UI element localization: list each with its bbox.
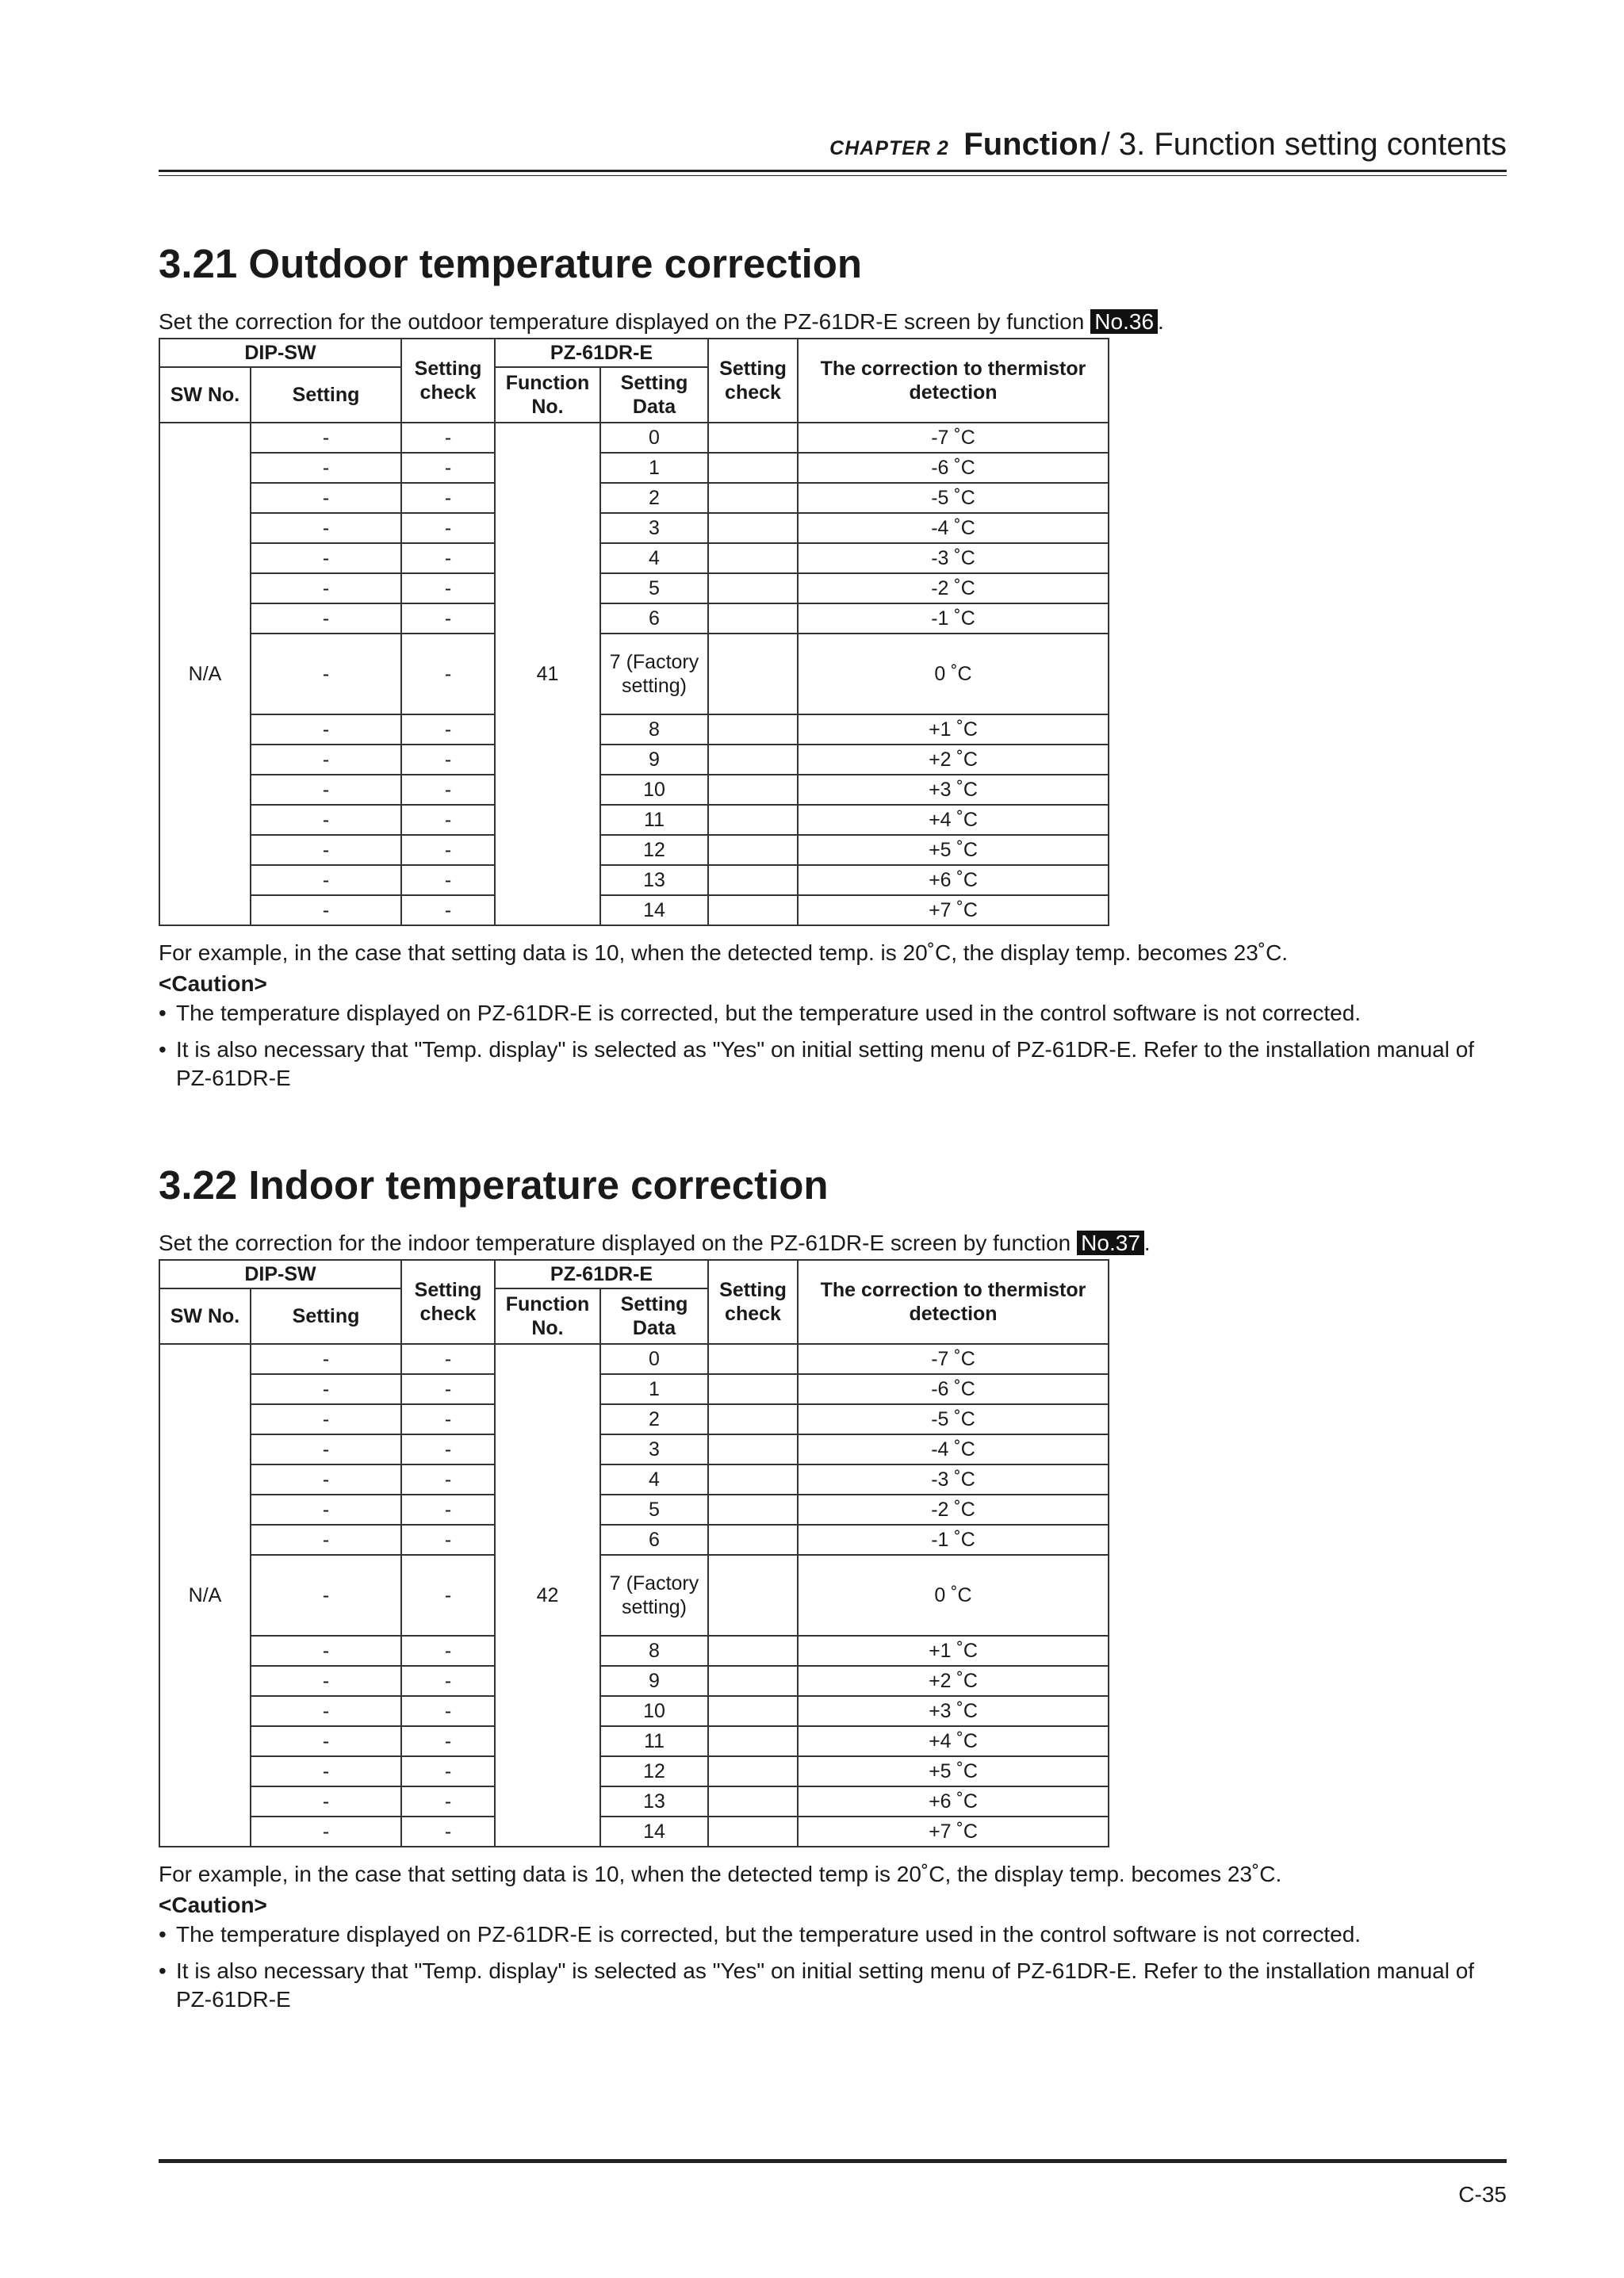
table-row	[159, 1555, 1109, 1636]
table-row	[159, 483, 1109, 513]
setting-check-cell: -	[401, 1786, 495, 1817]
setting-cell: -	[251, 1555, 401, 1636]
setting-check-2-cell	[708, 1495, 798, 1525]
function-number-badge: No.36	[1090, 309, 1158, 334]
setting-check-cell: -	[401, 1495, 495, 1525]
correction-cell: -2 ˚C	[798, 573, 1109, 603]
setting-check-cell: -	[401, 775, 495, 805]
setting-data-cell: 6	[600, 1525, 708, 1555]
table-row	[159, 1404, 1109, 1434]
header-sw-no: SW No.	[159, 1288, 251, 1344]
header-setting-check: Setting check	[401, 1260, 495, 1344]
setting-cell: -	[251, 1434, 401, 1464]
section-title: 3.21 Outdoor temperature correction	[159, 241, 863, 286]
header-function-no: Function No.	[495, 367, 600, 423]
table-row	[159, 1636, 1109, 1666]
header-dip-sw: DIP-SW	[159, 339, 401, 367]
example-text: For example, in the case that setting data is 10, when the detected temp. is 20˚C, the display temp. becomes 23˚C.	[159, 940, 1289, 965]
setting-check-2-cell	[708, 805, 798, 835]
function-setting-table	[159, 338, 1109, 926]
correction-cell: -7 ˚C	[798, 1344, 1109, 1374]
setting-check-2-cell	[708, 603, 798, 634]
setting-check-2-cell	[708, 1344, 798, 1374]
caution-note: • It is also necessary that "Temp. display" is selected as "Yes" on initial setting menu of PZ-61DR-E. Refer to the installation manual of PZ-61DR-E	[159, 1957, 1507, 2014]
table-row	[159, 895, 1109, 925]
setting-cell: -	[251, 1696, 401, 1726]
setting-check-cell: -	[401, 423, 495, 453]
table-row	[159, 513, 1109, 543]
setting-check-cell: -	[401, 1817, 495, 1847]
setting-data-cell: 11	[600, 1726, 708, 1756]
correction-cell: 0 ˚C	[798, 634, 1109, 714]
setting-check-2-cell	[708, 1786, 798, 1817]
setting-data-cell: 7 (Factory setting)	[600, 634, 708, 714]
setting-check-2-cell	[708, 1374, 798, 1404]
correction-cell: -1 ˚C	[798, 1525, 1109, 1555]
header-setting-data: Setting Data	[600, 1288, 708, 1344]
intro-text: Set the correction for the indoor temperature displayed on the PZ-61DR-E screen by function	[159, 1231, 1071, 1255]
table-row	[159, 1495, 1109, 1525]
setting-check-2-cell	[708, 634, 798, 714]
setting-cell: -	[251, 1525, 401, 1555]
setting-check-cell: -	[401, 1344, 495, 1374]
setting-check-cell: -	[401, 835, 495, 865]
section-intro	[159, 1227, 1507, 1259]
setting-check-cell: -	[401, 603, 495, 634]
setting-cell: -	[251, 483, 401, 513]
setting-data-cell: 14	[600, 895, 708, 925]
setting-check-cell: -	[401, 745, 495, 775]
setting-check-2-cell	[708, 423, 798, 453]
setting-check-2-cell	[708, 1525, 798, 1555]
table-row	[159, 714, 1109, 745]
setting-check-cell: -	[401, 513, 495, 543]
setting-data-cell: 2	[600, 483, 708, 513]
correction-cell: -3 ˚C	[798, 1464, 1109, 1495]
table-row	[159, 745, 1109, 775]
table-row	[159, 634, 1109, 714]
setting-cell: -	[251, 1786, 401, 1817]
correction-cell: -2 ˚C	[798, 1495, 1109, 1525]
header-setting: Setting	[251, 1288, 401, 1344]
setting-check-cell: -	[401, 543, 495, 573]
setting-check-2-cell	[708, 513, 798, 543]
setting-data-cell: 5	[600, 1495, 708, 1525]
setting-check-2-cell	[708, 1696, 798, 1726]
setting-data-cell: 10	[600, 775, 708, 805]
correction-cell: +3 ˚C	[798, 775, 1109, 805]
header-setting-check-2: Setting check	[708, 1260, 798, 1344]
chapter-label: CHAPTER 2	[829, 137, 949, 159]
table-row	[159, 1696, 1109, 1726]
table-row	[159, 1726, 1109, 1756]
setting-data-cell: 3	[600, 1434, 708, 1464]
setting-check-cell: -	[401, 1756, 495, 1786]
section-3-22	[159, 1159, 1507, 2022]
setting-cell: -	[251, 1374, 401, 1404]
setting-data-cell: 2	[600, 1404, 708, 1434]
setting-check-cell: -	[401, 895, 495, 925]
correction-cell: -4 ˚C	[798, 513, 1109, 543]
setting-check-cell: -	[401, 1555, 495, 1636]
header-setting-data: Setting Data	[600, 367, 708, 423]
setting-data-cell: 8	[600, 714, 708, 745]
setting-check-cell: -	[401, 1636, 495, 1666]
setting-check-cell: -	[401, 453, 495, 483]
header-setting-check: Setting check	[401, 339, 495, 423]
setting-data-cell: 9	[600, 1666, 708, 1696]
setting-check-2-cell	[708, 1817, 798, 1847]
setting-cell: -	[251, 1666, 401, 1696]
setting-cell: -	[251, 513, 401, 543]
setting-check-2-cell	[708, 453, 798, 483]
setting-data-cell: 13	[600, 865, 708, 895]
setting-check-2-cell	[708, 835, 798, 865]
section-intro	[159, 306, 1507, 338]
caution-notes	[159, 999, 1507, 1093]
setting-data-cell: 7 (Factory setting)	[600, 1555, 708, 1636]
setting-data-cell: 10	[600, 1696, 708, 1726]
table-row	[159, 1344, 1109, 1374]
setting-data-cell: 13	[600, 1786, 708, 1817]
setting-check-2-cell	[708, 895, 798, 925]
table-row	[159, 1817, 1109, 1847]
setting-data-cell: 3	[600, 513, 708, 543]
caution-label: <Caution>	[159, 1893, 267, 1917]
table-row	[159, 543, 1109, 573]
table-row	[159, 453, 1109, 483]
setting-check-2-cell	[708, 573, 798, 603]
table-row	[159, 835, 1109, 865]
footer-rule	[159, 2159, 1507, 2163]
setting-check-cell: -	[401, 1374, 495, 1404]
caution-notes	[159, 1920, 1507, 2014]
intro-end: .	[1158, 309, 1164, 334]
header-pz-61dr-e: PZ-61DR-E	[495, 1260, 708, 1288]
setting-cell: -	[251, 634, 401, 714]
header-dip-sw: DIP-SW	[159, 1260, 401, 1288]
setting-check-cell: -	[401, 1525, 495, 1555]
setting-cell: -	[251, 835, 401, 865]
correction-cell: +7 ˚C	[798, 1817, 1109, 1847]
sw-no-cell: N/A	[159, 423, 251, 925]
table-row	[159, 1374, 1109, 1404]
setting-cell: -	[251, 1756, 401, 1786]
table-row	[159, 1434, 1109, 1464]
table-row	[159, 423, 1109, 453]
setting-data-cell: 0	[600, 1344, 708, 1374]
setting-check-2-cell	[708, 714, 798, 745]
setting-check-2-cell	[708, 865, 798, 895]
function-setting-table	[159, 1259, 1109, 1847]
section-title: 3.22 Indoor temperature correction	[159, 1162, 829, 1208]
setting-check-cell: -	[401, 1464, 495, 1495]
setting-check-2-cell	[708, 1404, 798, 1434]
setting-check-cell: -	[401, 1696, 495, 1726]
table-row	[159, 1666, 1109, 1696]
setting-cell: -	[251, 1344, 401, 1374]
setting-cell: -	[251, 1636, 401, 1666]
function-no-cell: 41	[495, 423, 600, 925]
header-function-word: Function	[963, 127, 1098, 162]
setting-cell: -	[251, 714, 401, 745]
correction-cell: +4 ˚C	[798, 805, 1109, 835]
header-correction: The correction to thermistor detection	[798, 339, 1109, 423]
section-3-21	[159, 238, 1507, 1101]
header-rule	[159, 170, 1507, 172]
function-number-badge: No.37	[1077, 1231, 1144, 1255]
table-row	[159, 1464, 1109, 1495]
correction-cell: 0 ˚C	[798, 1555, 1109, 1636]
table-row	[159, 1756, 1109, 1786]
setting-check-cell: -	[401, 634, 495, 714]
table-row	[159, 865, 1109, 895]
table-row	[159, 573, 1109, 603]
correction-cell: -5 ˚C	[798, 1404, 1109, 1434]
setting-check-2-cell	[708, 483, 798, 513]
header-function-no: Function No.	[495, 1288, 600, 1344]
setting-check-cell: -	[401, 1666, 495, 1696]
setting-check-2-cell	[708, 1434, 798, 1464]
setting-check-cell: -	[401, 805, 495, 835]
correction-cell: -6 ˚C	[798, 1374, 1109, 1404]
setting-cell: -	[251, 603, 401, 634]
correction-cell: -6 ˚C	[798, 453, 1109, 483]
setting-cell: -	[251, 423, 401, 453]
setting-data-cell: 9	[600, 745, 708, 775]
caution-note: • The temperature displayed on PZ-61DR-E is corrected, but the temperature used in the control software is not corrected.	[159, 999, 1507, 1028]
intro-text: Set the correction for the outdoor temperature displayed on the PZ-61DR-E screen by function	[159, 309, 1085, 334]
example-text: For example, in the case that setting data is 10, when the detected temp is 20˚C, the display temp. becomes 23˚C.	[159, 1862, 1282, 1886]
setting-cell: -	[251, 1464, 401, 1495]
setting-check-cell: -	[401, 1404, 495, 1434]
correction-cell: -3 ˚C	[798, 543, 1109, 573]
setting-cell: -	[251, 775, 401, 805]
page-number: C-35	[1458, 2182, 1507, 2207]
correction-cell: +6 ˚C	[798, 1786, 1109, 1817]
table-row	[159, 805, 1109, 835]
correction-cell: +5 ˚C	[798, 1756, 1109, 1786]
setting-check-2-cell	[708, 745, 798, 775]
setting-cell: -	[251, 573, 401, 603]
correction-cell: +2 ˚C	[798, 745, 1109, 775]
setting-data-cell: 8	[600, 1636, 708, 1666]
correction-cell: -7 ˚C	[798, 423, 1109, 453]
header-setting-check-2: Setting check	[708, 339, 798, 423]
header-correction: The correction to thermistor detection	[798, 1260, 1109, 1344]
setting-cell: -	[251, 1404, 401, 1434]
correction-cell: -5 ˚C	[798, 483, 1109, 513]
header-setting: Setting	[251, 367, 401, 423]
running-header	[159, 127, 1507, 167]
header-sw-no: SW No.	[159, 367, 251, 423]
setting-data-cell: 0	[600, 423, 708, 453]
table-row	[159, 775, 1109, 805]
setting-check-2-cell	[708, 1756, 798, 1786]
correction-cell: +1 ˚C	[798, 1636, 1109, 1666]
table-row	[159, 1786, 1109, 1817]
setting-check-cell: -	[401, 1434, 495, 1464]
setting-check-cell: -	[401, 714, 495, 745]
correction-cell: +4 ˚C	[798, 1726, 1109, 1756]
setting-cell: -	[251, 745, 401, 775]
setting-check-2-cell	[708, 1555, 798, 1636]
setting-data-cell: 11	[600, 805, 708, 835]
setting-check-2-cell	[708, 1636, 798, 1666]
setting-cell: -	[251, 1817, 401, 1847]
caution-note: • The temperature displayed on PZ-61DR-E is corrected, but the temperature used in the control software is not corrected.	[159, 1920, 1507, 1949]
setting-data-cell: 14	[600, 1817, 708, 1847]
setting-data-cell: 12	[600, 835, 708, 865]
intro-end: .	[1143, 1231, 1151, 1255]
correction-cell: +2 ˚C	[798, 1666, 1109, 1696]
setting-check-2-cell	[708, 543, 798, 573]
setting-data-cell: 1	[600, 1374, 708, 1404]
setting-data-cell: 6	[600, 603, 708, 634]
setting-check-cell: -	[401, 573, 495, 603]
setting-check-2-cell	[708, 1464, 798, 1495]
caution-label: <Caution>	[159, 971, 267, 996]
setting-cell: -	[251, 895, 401, 925]
setting-data-cell: 5	[600, 573, 708, 603]
setting-check-cell: -	[401, 483, 495, 513]
setting-cell: -	[251, 805, 401, 835]
setting-check-2-cell	[708, 775, 798, 805]
correction-cell: +7 ˚C	[798, 895, 1109, 925]
correction-cell: +5 ˚C	[798, 835, 1109, 865]
sw-no-cell: N/A	[159, 1344, 251, 1847]
setting-data-cell: 1	[600, 453, 708, 483]
correction-cell: +3 ˚C	[798, 1696, 1109, 1726]
caution-note: • It is also necessary that "Temp. display" is selected as "Yes" on initial setting menu of PZ-61DR-E. Refer to the installation manual of PZ-61DR-E	[159, 1036, 1507, 1093]
setting-check-2-cell	[708, 1666, 798, 1696]
correction-cell: +6 ˚C	[798, 865, 1109, 895]
header-section-path: / 3. Function setting contents	[1101, 127, 1507, 162]
setting-cell: -	[251, 453, 401, 483]
setting-cell: -	[251, 1726, 401, 1756]
header-pz-61dr-e: PZ-61DR-E	[495, 339, 708, 367]
setting-check-2-cell	[708, 1726, 798, 1756]
correction-cell: +1 ˚C	[798, 714, 1109, 745]
setting-cell: -	[251, 865, 401, 895]
setting-data-cell: 4	[600, 1464, 708, 1495]
header-rule-thin	[159, 175, 1507, 176]
setting-cell: -	[251, 1495, 401, 1525]
table-row	[159, 603, 1109, 634]
setting-cell: -	[251, 543, 401, 573]
correction-cell: -4 ˚C	[798, 1434, 1109, 1464]
setting-data-cell: 4	[600, 543, 708, 573]
correction-cell: -1 ˚C	[798, 603, 1109, 634]
setting-data-cell: 12	[600, 1756, 708, 1786]
function-no-cell: 42	[495, 1344, 600, 1847]
setting-check-cell: -	[401, 865, 495, 895]
setting-check-cell: -	[401, 1726, 495, 1756]
table-row	[159, 1525, 1109, 1555]
